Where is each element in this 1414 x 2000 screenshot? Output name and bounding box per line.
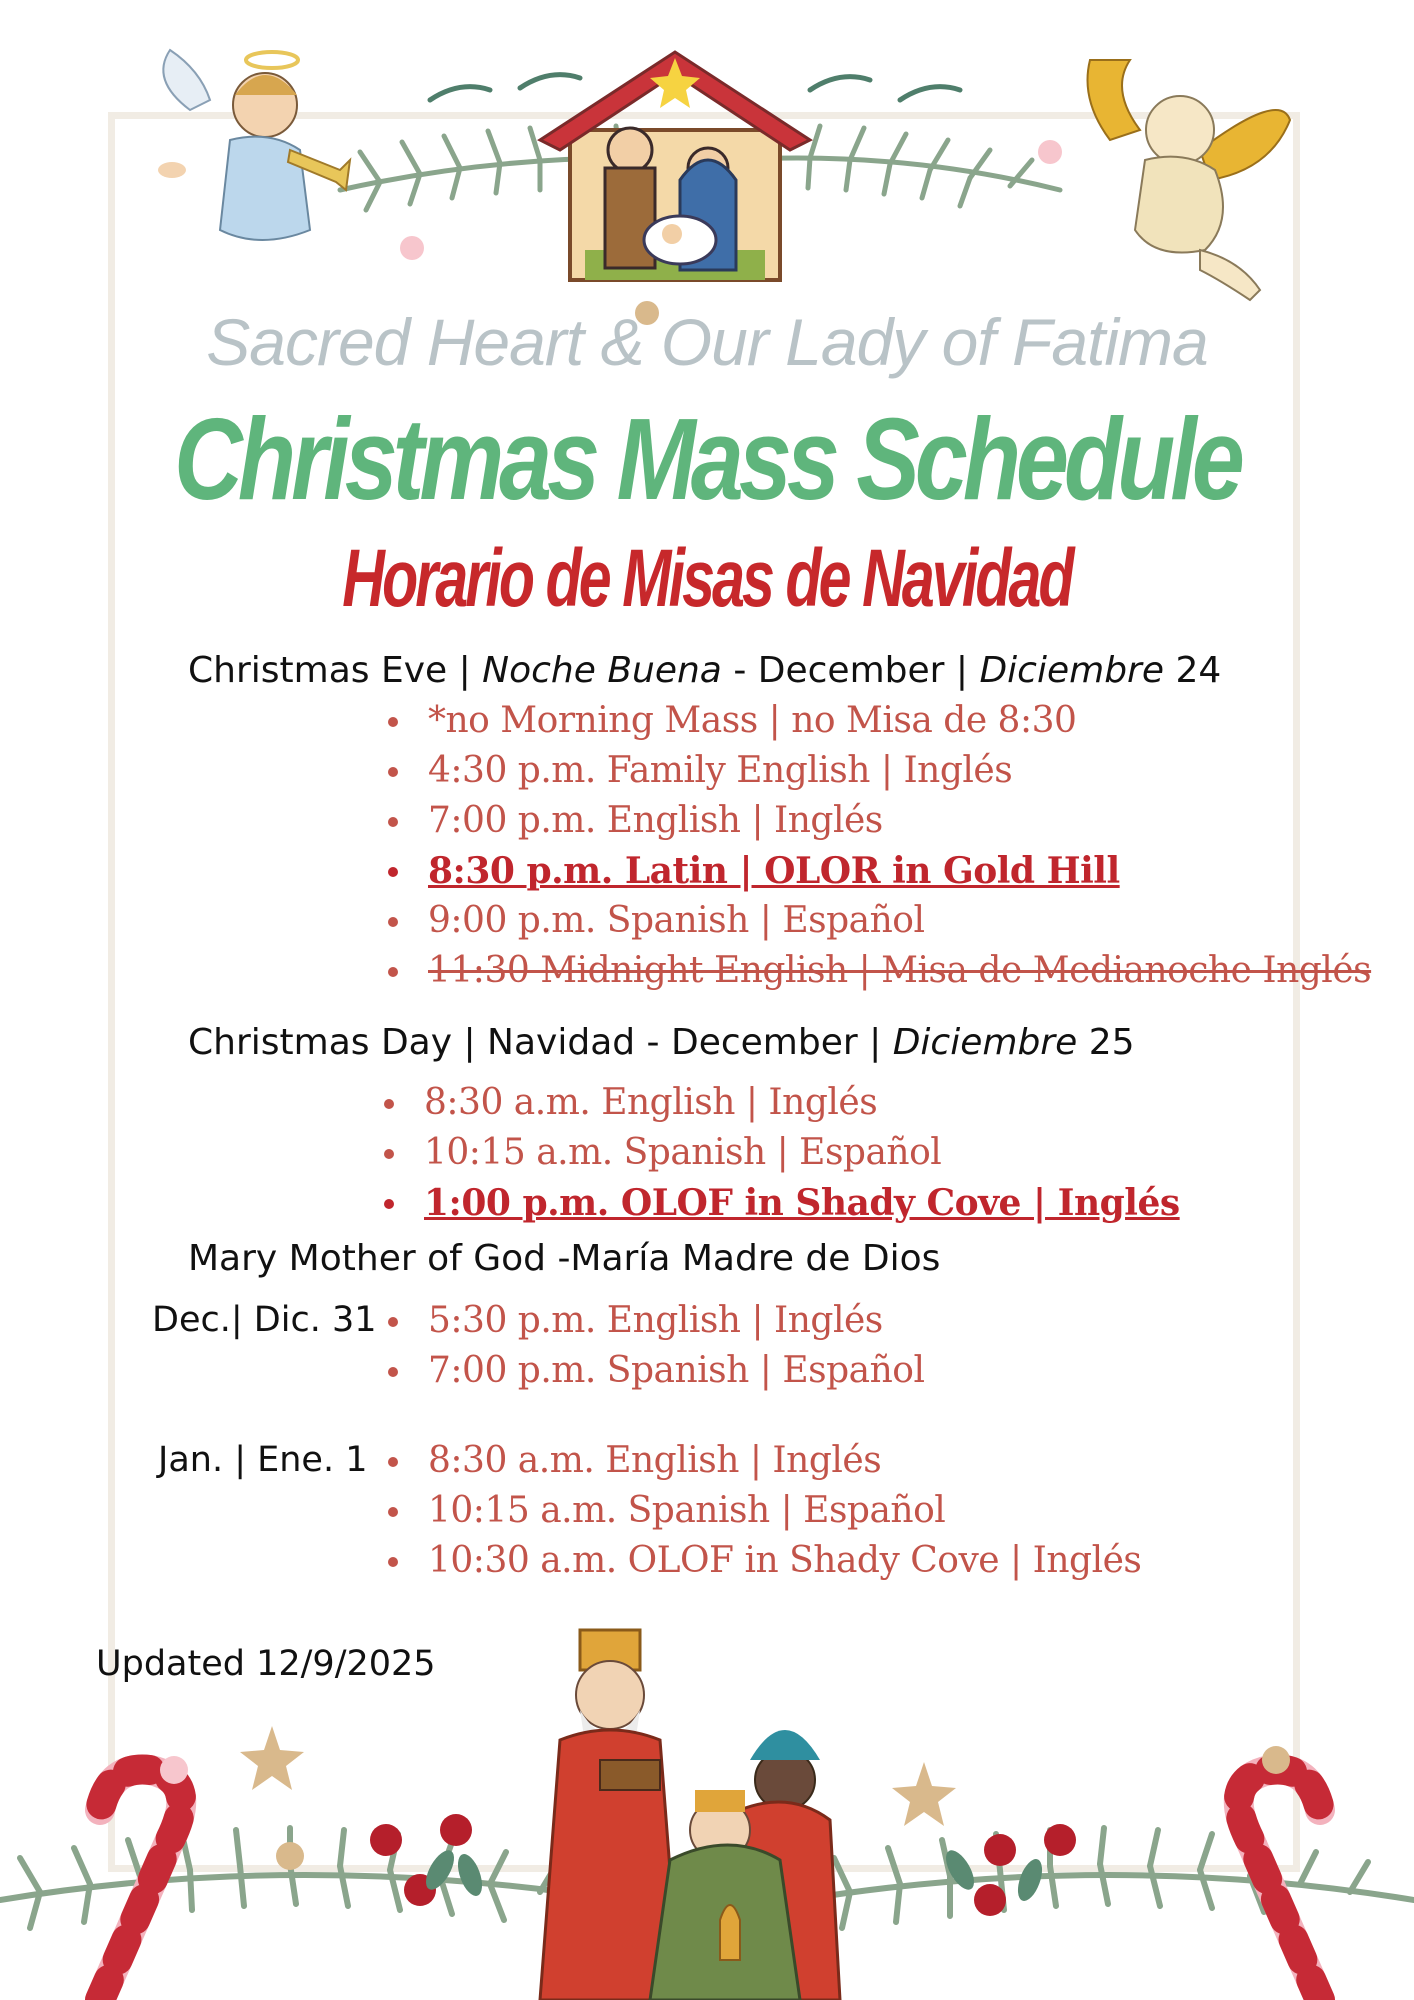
- diciembre-label: Diciembre: [979, 650, 1164, 691]
- angel-icon: [158, 50, 350, 240]
- christmas-eve-list: [388, 696, 1371, 996]
- list-item: 8:30 p.m. Latin | OLOR in Gold Hill: [388, 846, 1371, 896]
- cherub-icon: [1088, 60, 1291, 300]
- list-item: 9:00 p.m. Spanish | Español: [388, 896, 1371, 946]
- christmas-eve-label: Christmas Eve |: [188, 650, 483, 691]
- christmas-day-heading: [188, 1022, 1135, 1063]
- star-icon: [240, 1726, 304, 1790]
- star-icon: [892, 1762, 956, 1826]
- top-decoration: [0, 0, 1414, 330]
- parish-name: Sacred Heart & Our Lady of Fatima: [206, 305, 1208, 379]
- list-item: 10:15 a.m. Spanish | Español: [388, 1486, 1141, 1536]
- list-item: 5:30 p.m. English | Inglés: [388, 1296, 924, 1346]
- list-item: 7:00 p.m. Spanish | Español: [388, 1346, 924, 1396]
- list-item: 7:00 p.m. English | Inglés: [388, 796, 1371, 846]
- mary-mother-heading: Mary Mother of God -María Madre de Dios: [188, 1238, 941, 1279]
- noche-buena-label: Noche Buena: [482, 650, 722, 691]
- dec31-label: Dec.| Dic. 31: [152, 1300, 377, 1340]
- bottom-decoration: [0, 1600, 1414, 2000]
- list-item: *no Morning Mass | no Misa de 8:30: [388, 696, 1371, 746]
- list-item: 1:00 p.m. OLOF in Shady Cove | Inglés: [384, 1178, 1180, 1228]
- jan1-list: [388, 1436, 1141, 1586]
- list-item: 11:30 Midnight English | Misa de Medianoche Inglés: [388, 946, 1371, 996]
- list-item: 8:30 a.m. English | Inglés: [384, 1078, 1180, 1128]
- diciembre-label: Diciembre: [892, 1022, 1078, 1063]
- christmas-day-label: Christmas Day | Navidad - December |: [188, 1022, 893, 1063]
- date-24-label: 24: [1164, 650, 1222, 691]
- christmas-eve-heading: [188, 650, 1221, 691]
- date-25-label: 25: [1077, 1022, 1135, 1063]
- december-label: - December |: [721, 650, 980, 691]
- updated-note: Updated 12/9/2025: [96, 1644, 436, 1684]
- list-item: 10:15 a.m. Spanish | Español: [384, 1128, 1180, 1178]
- list-item: 10:30 a.m. OLOF in Shady Cove | Inglés: [388, 1536, 1141, 1586]
- list-item: 4:30 p.m. Family English | Inglés: [388, 746, 1371, 796]
- page-subtitle: Horario de Misas de Navidad: [342, 533, 1072, 624]
- page-title: Christmas Mass Schedule: [174, 394, 1240, 524]
- dec31-list: [388, 1296, 924, 1396]
- list-item: 8:30 a.m. English | Inglés: [388, 1436, 1141, 1486]
- christmas-day-list: [384, 1078, 1180, 1228]
- three-kings-icon: [540, 1630, 840, 2000]
- nativity-icon: [540, 52, 810, 280]
- jan1-label: Jan. | Ene. 1: [158, 1440, 368, 1480]
